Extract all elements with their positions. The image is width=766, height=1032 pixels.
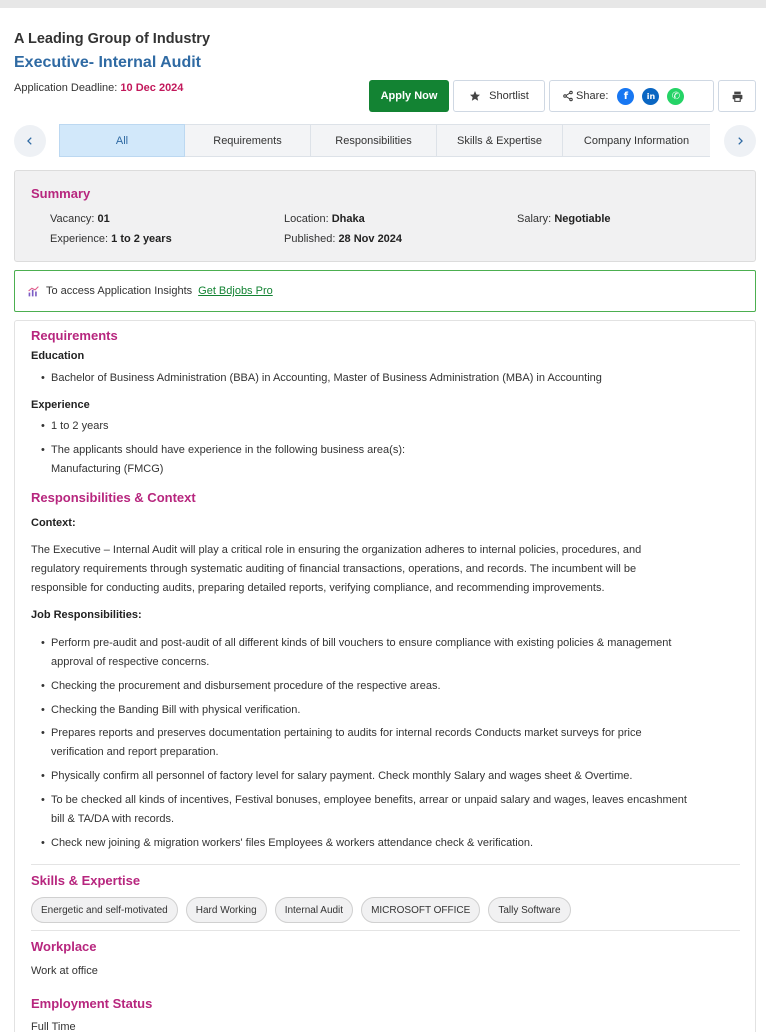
skill-chip: Internal Audit: [275, 897, 353, 923]
tabs-next-button[interactable]: [724, 125, 756, 157]
vacancy-label: Vacancy:: [50, 213, 95, 225]
experience-value: 1 to 2 years: [111, 233, 172, 245]
responsibility-line: Prepares reports and preserves documentation pertaining to audits for internal records Conducts market surveys for price: [51, 727, 642, 739]
tab-responsibilities[interactable]: Responsibilities: [311, 124, 437, 157]
salary-value: Negotiable: [554, 213, 611, 225]
responsibility-item: • Check new joining & migration workers' files Employees & workers attendance check & verification.: [51, 834, 741, 853]
employment-status-title: Employment Status: [31, 996, 153, 1011]
responsibility-item: [51, 634, 741, 672]
requirements-title: Requirements: [31, 328, 118, 343]
responsibility-item: • Physically confirm all personnel of factory level for salary payment. Check monthly Salary and wages sheet & Overtime.: [51, 767, 741, 786]
responsibility-line: approval of respective concerns.: [51, 656, 210, 668]
education-heading: Education: [31, 350, 85, 362]
print-button[interactable]: [718, 80, 756, 112]
responsibility-line: Perform pre-audit and post-audit of all different kinds of bill vouchers to ensure compliance with existing policies & management: [51, 637, 672, 649]
shortlist-button[interactable]: [453, 80, 545, 112]
published-value: 28 Nov 2024: [338, 233, 403, 245]
deadline-date: 10 Dec 2024: [120, 82, 184, 94]
skill-chip: MICROSOFT OFFICE: [361, 897, 480, 923]
tabs-prev-button[interactable]: [14, 125, 46, 157]
context-heading: Context:: [31, 517, 76, 529]
shortlist-label: Shortlist: [489, 90, 529, 102]
insights-banner: [14, 270, 756, 312]
published: [284, 233, 402, 245]
job-title: Executive- Internal Audit: [14, 54, 201, 71]
apply-now-button[interactable]: Apply Now: [369, 80, 449, 112]
share-label: Share:: [576, 90, 609, 102]
context-paragraph: [31, 541, 741, 598]
responsibility-line: bill & TA/DA with records.: [51, 813, 175, 825]
application-deadline: [14, 82, 183, 94]
context-line: regulatory requirements through systematic auditing of financial transactions, operations, and records. The incumbent will be: [31, 563, 637, 575]
experience-area: Manufacturing (FMCG): [51, 463, 164, 475]
published-label: Published:: [284, 233, 336, 245]
responsibility-item: [51, 724, 741, 762]
share-icon: [562, 90, 574, 102]
tab-bar: [59, 124, 710, 157]
insights-text: To access Application Insights: [46, 285, 193, 297]
context-line: The Executive – Internal Audit will play a critical role in ensuring the organization adheres to internal policies, procedures, and: [31, 544, 642, 556]
facebook-icon[interactable]: f: [617, 88, 634, 105]
tab-all[interactable]: All: [59, 124, 185, 157]
context-line: responsible for conducting audits, preparing detailed reports, verifying compliance, and recommending improvements.: [31, 582, 605, 594]
chart-icon: [27, 285, 40, 298]
location-value: Dhaka: [331, 213, 365, 225]
responsibility-item: • Checking the procurement and disbursement procedure of the respective areas.: [51, 677, 741, 696]
location-label: Location:: [284, 213, 329, 225]
experience-item: • 1 to 2 years: [51, 417, 741, 436]
workplace-value: Work at office: [31, 965, 98, 977]
tab-requirements[interactable]: Requirements: [185, 124, 311, 157]
tab-skills-expertise[interactable]: Skills & Expertise: [437, 124, 563, 157]
responsibilities-title: Responsibilities & Context: [31, 490, 196, 505]
share-group: [549, 80, 714, 112]
skills-title: Skills & Expertise: [31, 873, 141, 888]
employment-status-value: Full Time: [31, 1021, 76, 1032]
responsibility-item: • Checking the Banding Bill with physical verification.: [51, 701, 741, 720]
location: [284, 213, 365, 225]
printer-icon: [731, 90, 744, 103]
experience-item: [51, 441, 741, 479]
whatsapp-icon[interactable]: ✆: [667, 88, 684, 105]
summary-panel: [14, 170, 756, 262]
experience-label: Experience:: [50, 233, 109, 245]
skill-chip: Hard Working: [186, 897, 267, 923]
top-bar: [0, 0, 766, 8]
section-divider: [31, 930, 740, 931]
tab-company-information[interactable]: Company Information: [563, 124, 710, 157]
job-details: [14, 320, 756, 1032]
education-item: • Bachelor of Business Administration (BBA) in Accounting, Master of Business Administration (MBA) in Accounting: [51, 369, 741, 388]
responsibility-item: [51, 791, 741, 829]
vacancy-value: 01: [97, 213, 110, 225]
get-bdjobs-pro-link[interactable]: Get Bdjobs Pro: [198, 285, 273, 297]
skill-chip: Energetic and self-motivated: [31, 897, 178, 923]
share-label-wrap: [562, 90, 608, 102]
skill-chip: Tally Software: [488, 897, 570, 923]
vacancy: [50, 213, 110, 225]
responsibility-line: To be checked all kinds of incentives, Festival bonuses, employee benefits, arrear or unpaid salary and wages, leaves encashment: [51, 794, 687, 806]
chevron-left-icon: [25, 136, 35, 146]
deadline-label: Application Deadline:: [14, 82, 118, 94]
summary-title: Summary: [31, 186, 91, 201]
job-responsibilities-heading: Job Responsibilities:: [31, 609, 142, 621]
skills-chip-list: [31, 897, 571, 923]
section-divider: [31, 864, 740, 865]
company-name: A Leading Group of Industry: [14, 31, 211, 47]
workplace-title: Workplace: [31, 939, 97, 954]
chevron-right-icon: [735, 136, 745, 146]
experience: [50, 233, 172, 245]
linkedin-icon[interactable]: in: [642, 88, 659, 105]
experience-item-text: The applicants should have experience in the following business area(s):: [51, 444, 406, 456]
responsibility-line: verification and report preparation.: [51, 746, 219, 758]
salary: [517, 213, 611, 225]
experience-heading: Experience: [31, 399, 90, 411]
star-icon: [469, 90, 481, 102]
salary-label: Salary:: [517, 213, 552, 225]
